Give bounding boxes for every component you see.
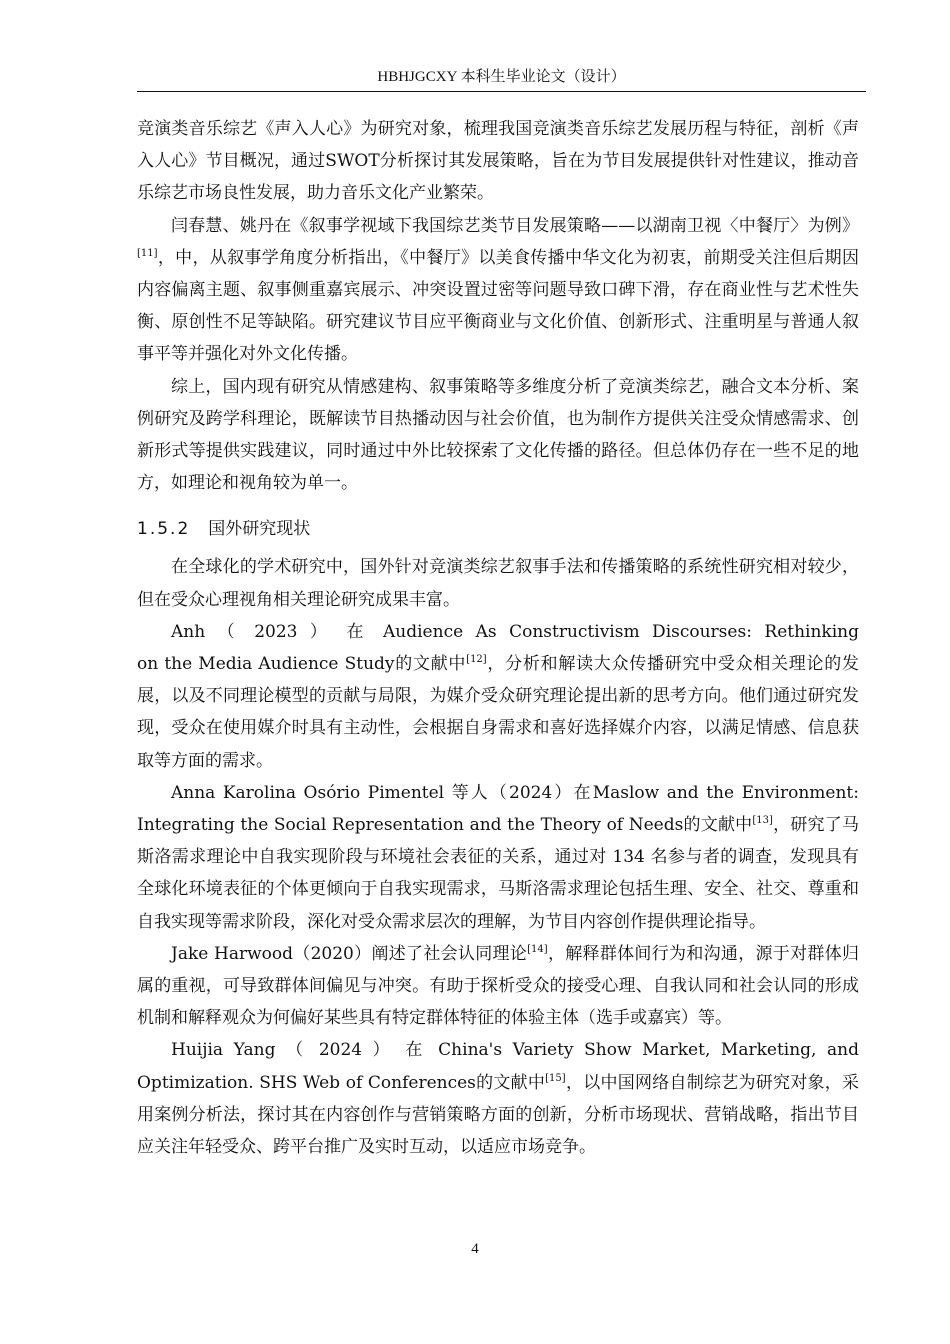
paragraph-anh-rest	[137, 648, 859, 777]
paragraph-yang-line1: Huijia Yang （ 2024 ） 在 China's Variety Show Market, Marketing, and	[171, 1040, 859, 1061]
paragraph-text: ，研究了马斯洛需求理论中自我实现阶段与环境社会表征的关系，通过对 134 名参与者的调查，发现具有全球化环境表征的个体更倾向于自我实现需求，马斯洛需求理论包括生理、安全、社交、尊重和自我实现等需求阶段，深化对受众需求层次的理解，为节目内容创作提供理论指导。	[137, 815, 859, 932]
paragraph-text: on the Media Audience Study的文献中	[137, 654, 467, 675]
paragraph-yan-chunhui	[137, 210, 859, 371]
page-number: 4	[471, 1241, 479, 1257]
paragraph-text: ，解释群体间行为和沟通，源于对群体归属的重视，可导致群体间偏见与冲突。有助于探析受众的接受心理、自我认同和社会认同的形成机制和解释观众为何偏好某些具有特定群体特征的体验主体（选手或嘉宾）等。	[137, 943, 859, 1029]
citation-15: [15]	[545, 1072, 566, 1084]
paragraph-text: 闫春慧、姚丹在《叙事学视域下我国综艺类节目发展策略——以湖南卫视〈中餐厅〉为例》	[171, 215, 859, 236]
section-title: 国外研究现状	[208, 519, 311, 540]
paragraph-text: Anna Karolina Osório Pimentel 等人（2024）在Maslow and the Environment: Integrating the Social Representation and the Theory of Needs的文献中	[137, 782, 859, 836]
citation-12: [12]	[466, 654, 487, 666]
paragraph-pimentel	[137, 777, 859, 938]
paragraph-text: Jake Harwood（2020）阐述了社会认同理论	[171, 943, 528, 964]
paragraph-harwood	[137, 938, 859, 1035]
paragraph-anh-line1: Anh （ 2023 ） 在 Audience As Constructivism Discourses: Rethinking	[171, 621, 859, 642]
paragraph-intro-foreign: 在全球化的学术研究中，国外针对竞演类综艺叙事手法和传播策略的系统性研究相对较少，但在受众心理视角相关理论研究成果丰富。	[137, 557, 859, 610]
running-header: HBHJGCXY 本科生毕业论文（设计）	[137, 66, 866, 92]
paragraph-continued: 竞演类音乐综艺《声入人心》为研究对象，梳理我国竞演类音乐综艺发展历程与特征，剖析《声入人心》节目概况，通过SWOT分析探讨其发展策略，旨在为节目发展提供针对性建议，推动音乐综艺市场良性发展，助力音乐文化产业繁荣。	[137, 119, 859, 204]
paragraph-text: ，分析和解读大众传播研究中受众相关理论的发展，以及不同理论模型的贡献与局限，为媒介受众研究理论提出新的思考方向。他们通过研究发现，受众在使用媒介时具有主动性，会根据自身需求和喜好选择媒介内容，以满足情感、信息获取等方面的需求。	[137, 654, 859, 771]
paragraph-text: ，中，从叙事学角度分析指出，《中餐厅》以美食传播中华文化为初衷，前期受关注但后期因内容偏离主题、叙事侧重嘉宾展示、冲突设置过密等问题导致口碑下滑，存在商业性与艺术性失衡、原创性不足等缺陷。研究建议节目应平衡商业与文化价值、创新形式、注重明星与普通人叙事平等并强化对外文化传播。	[137, 247, 859, 365]
citation-14: [14]	[527, 943, 548, 955]
body-text	[137, 113, 859, 1163]
paragraph-summary: 综上，国内现有研究从情感建构、叙事策略等多维度分析了竞演类综艺，融合文本分析、案例研究及跨学科理论，既解读节目热播动因与社会价值，也为制作方提供关注受众情感需求、创新形式等提供实践建议，同时通过中外比较探索了文化传播的路径。但总体仍存在一些不足的地方，如理论和视角较为单一。	[137, 376, 859, 494]
paragraph-yang-rest	[137, 1067, 859, 1164]
section-heading	[137, 515, 859, 543]
paragraph-text: Optimization. SHS Web of Conferences的文献中	[137, 1072, 546, 1093]
paragraph-text: ，以中国网络自制综艺为研究对象，采用案例分析法，探讨其在内容创作与营销策略方面的创新，分析市场现状、营销战略，指出节目应关注年轻受众、跨平台推广及实时互动，以适应市场竞争。	[137, 1072, 859, 1158]
citation-11: [11]	[137, 247, 158, 259]
section-number: 1.5.2	[137, 519, 191, 540]
citation-13: [13]	[752, 815, 773, 827]
